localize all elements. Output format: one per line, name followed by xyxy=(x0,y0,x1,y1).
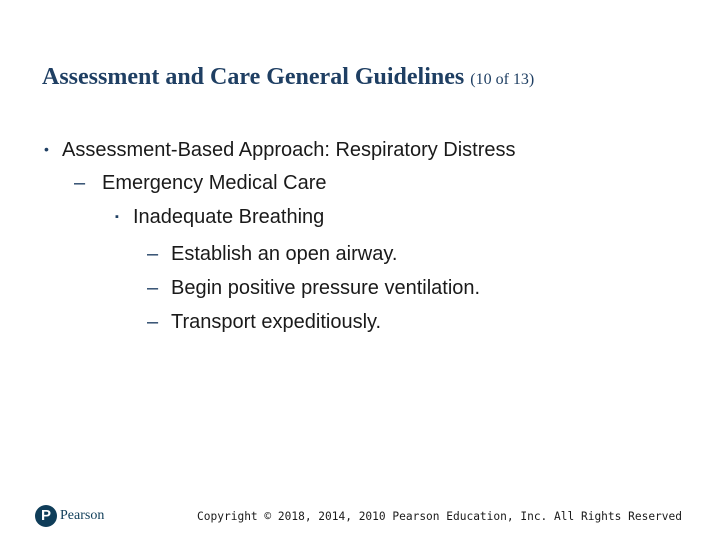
dash-marker: – xyxy=(147,311,159,333)
pearson-logo xyxy=(35,505,104,527)
pearson-logo-icon: P xyxy=(35,505,57,527)
bullet-level-4-item xyxy=(147,242,397,266)
dash-marker: – xyxy=(74,172,86,194)
bullet-marker: • xyxy=(44,141,49,157)
slide-title xyxy=(42,64,534,91)
bullet-text: Transport expeditiously. xyxy=(171,311,382,333)
slide-counter: (10 of 13) xyxy=(470,71,535,88)
bullet-level-4-item xyxy=(147,276,480,300)
pearson-logo-text: Pearson xyxy=(60,508,105,523)
dash-marker: – xyxy=(147,277,159,299)
bullet-level-4-item xyxy=(147,310,381,334)
square-marker: ▪ xyxy=(115,211,119,223)
bullet-level-3 xyxy=(115,205,324,229)
bullet-level-1 xyxy=(44,137,516,162)
bullet-level-2 xyxy=(74,171,327,195)
dash-marker: – xyxy=(147,243,159,265)
bullet-text: Assessment-Based Approach: Respiratory Distress xyxy=(62,139,516,161)
bullet-text: Emergency Medical Care xyxy=(102,172,327,194)
copyright-notice: Copyright © 2018, 2014, 2010 Pearson Education, Inc. All Rights Reserved xyxy=(197,510,682,523)
bullet-text: Establish an open airway. xyxy=(171,243,398,265)
bullet-text: Inadequate Breathing xyxy=(133,206,325,228)
bullet-text: Begin positive pressure ventilation. xyxy=(171,277,481,299)
slide-title-text: Assessment and Care General Guidelines xyxy=(42,64,465,90)
